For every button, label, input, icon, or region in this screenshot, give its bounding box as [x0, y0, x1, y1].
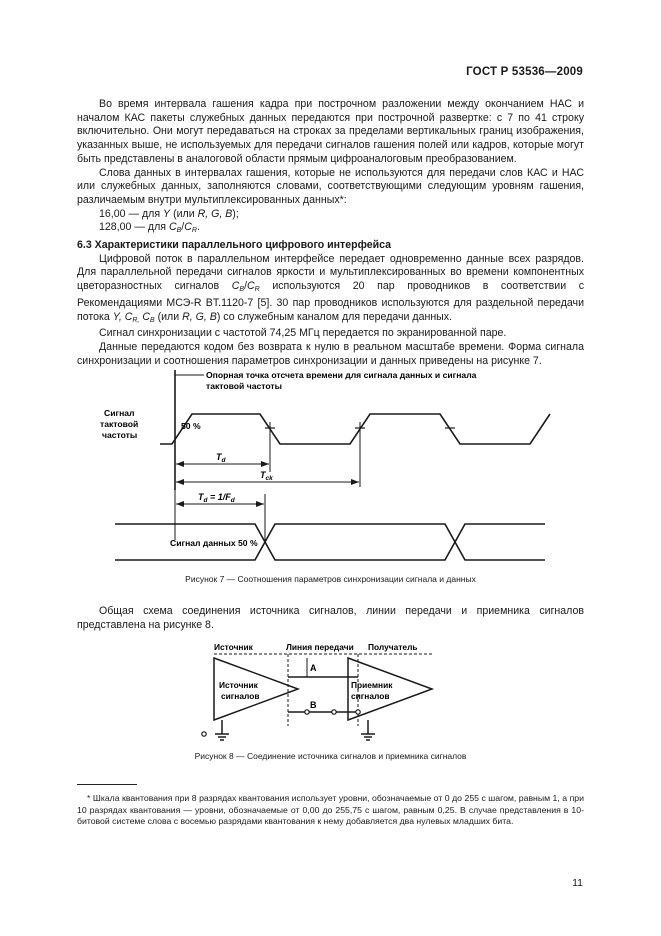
point-b-label: B: [310, 700, 317, 710]
list-item-2-c2: C: [184, 221, 192, 234]
section-heading: 6.3 Характеристики параллельного цифрового интерфейса: [77, 239, 392, 252]
list-item-1-c: );: [232, 207, 239, 220]
data-waveform-mid-top: [285, 524, 545, 560]
data-signal-label: Сигнал данных 50 %: [170, 538, 258, 548]
receiver-box-label-1: Приемник: [351, 680, 393, 690]
node-b-2: [332, 710, 336, 714]
list-item-2: [77, 221, 584, 238]
td-fd-sub: d: [203, 497, 208, 504]
list-item-2-r: R: [191, 227, 197, 235]
figure-7-timing-diagram: [100, 362, 560, 567]
figure-8-caption: Рисунок 8 — Соединение источника сигналов и приемника сигналов: [194, 751, 467, 761]
paragraph-3-mid: используются 20 пар проводников в соответствии с Рекомендациями МСЭ-R BT.1120-7 [5]. 30 пар проводников используются для раздельной передачи потока: [77, 280, 584, 323]
footnote-rule: [77, 784, 137, 785]
source-label: Источник: [214, 642, 253, 652]
document-id: ГОСТ Р 53536—2009: [466, 66, 583, 78]
line-label: Линия передачи: [286, 642, 354, 652]
ref-label-1: Опорная точка отсчета времени для сигнала данных и сигнала: [206, 370, 477, 380]
data-waveform-mid-bottom: [285, 524, 545, 560]
source-box-label-1: Источник: [219, 680, 258, 690]
paragraph-3: [77, 253, 584, 328]
clock-label-3: частоты: [102, 430, 138, 440]
paragraph-1: Во время интервала гашения кадра при построчном разложении между окончанием НАС и началом КАС пакеты служебных данных передаются при построчной развертке: с 7 по 41 строку включительно. Они могут передаваться на строках за пределами вертикальных границ изображения, указанных выше, не используемых для передачи сигналов гашения полей или кадров, которые могут быть представлены в аналоговой области прямым цифроаналоговым преобразованием.: [77, 98, 584, 165]
footnote: * Шкала квантования при 8 разрядах квантования использует уровни, обозначаемые от 0 до 255 с шагом, равным 1, а при 10 разрядах квантования — уровни, обозначаемые от 0,00 до 255,75 с шагом, равным 0,25. В случае представления в 10-битовой системе слова с восемью разрядами квантования к нему добавляется два нулевых младших бита.: [77, 793, 584, 826]
paragraph-3-ili: (или: [154, 310, 183, 323]
td-label-t: T: [216, 452, 222, 462]
paragraph-3-start: Цифровой поток в параллельном интерфейсе передает одновременно данные всех разрядов. Для параллельной передачи сигналов яркости и мультиплексированных во времени компонентных цветоразностных сигналов: [77, 252, 584, 293]
list-item-2-a: 128,00 — для: [99, 221, 169, 234]
paragraph-4: Сигнал синхронизации с частотой 74,25 МГц передается по экранированной паре.: [99, 327, 507, 340]
figure-7-caption: Рисунок 7 — Соотношения параметров синхронизации сигнала и данных: [185, 574, 476, 584]
point-a-label: A: [310, 663, 317, 673]
ref-label-2: тактовой частоты: [206, 381, 282, 391]
list-item-1-b: (или: [170, 207, 198, 220]
paragraph-3-slash: /: [244, 280, 248, 293]
tck-label-t: T: [260, 470, 266, 480]
list-item-1-a: 16,00 — для: [99, 207, 164, 220]
list-item-1: [77, 208, 584, 222]
list-item-2-c1: C: [168, 221, 177, 234]
paragraph-3-cr: C: [247, 280, 255, 293]
paragraph-3-r2: R,: [132, 316, 140, 324]
clock-label-1: Сигнал: [104, 408, 135, 418]
paragraph-3-rgb: R, G, B: [182, 310, 217, 323]
list-item-2-slash: /: [181, 221, 185, 234]
list-item-1-rgb: R, G, B: [197, 207, 233, 220]
page-number: 11: [572, 877, 583, 889]
fd-sub: d: [230, 497, 235, 504]
paragraph-5: Данные передаются кодом без возврата к нулю в реальном масштабе времени. Форма сигнала синхронизации и соотношения параметров синхронизации и данных приведены на рисунке 7.: [77, 340, 584, 367]
list-item-2-end: .: [196, 221, 200, 234]
receiver-box-label-2: сигналов: [351, 691, 390, 701]
node-b-1: [305, 710, 309, 714]
tck-label: [260, 470, 273, 482]
paragraph-3-b2: B: [149, 316, 155, 324]
paragraph-3-cb2: C: [139, 310, 150, 323]
paragraph-3-y: Y, C: [112, 310, 133, 323]
output-terminal: [202, 732, 206, 736]
td-label: [216, 452, 227, 464]
td-label-sub: d: [221, 457, 226, 464]
paragraph-figure-8: Общая схема соединения источника сигналов, линии передачи и приемника сигналов представлена на рисунке 8.: [77, 605, 584, 631]
paragraph-3-cb: C: [231, 280, 240, 293]
list-item-2-b: B: [176, 227, 182, 235]
td-fd-rest: = 1/F: [207, 492, 231, 502]
paragraph-2: Слова данных в интервалах гашения, которые не используются для передачи слов КАС и НАС или служебных данных, заполняются словами, соответствующими следующим уровням гашения, различаемым внутри мультиплексированных данных*:: [77, 166, 584, 206]
clock-waveform: [160, 414, 550, 444]
td-fd-label: [198, 492, 236, 504]
paragraph-3-end: ) со служебным каналом для передачи данных.: [216, 310, 453, 323]
main-text: [77, 98, 584, 368]
list-item-1-y: Y: [163, 207, 171, 220]
paragraph-3-b: B: [239, 286, 245, 294]
source-box-label-2: сигналов: [221, 691, 260, 701]
clock-label-2: тактовой: [100, 419, 139, 429]
figure-8-connection-diagram: [200, 640, 460, 746]
td-fd-t: T: [198, 492, 204, 502]
node-b-3: [356, 710, 360, 714]
tck-label-sub: ck: [265, 475, 273, 482]
receiver-label: Получатель: [368, 642, 418, 652]
percent-50-label: 50 %: [181, 421, 201, 431]
paragraph-3-r: R: [254, 286, 260, 294]
